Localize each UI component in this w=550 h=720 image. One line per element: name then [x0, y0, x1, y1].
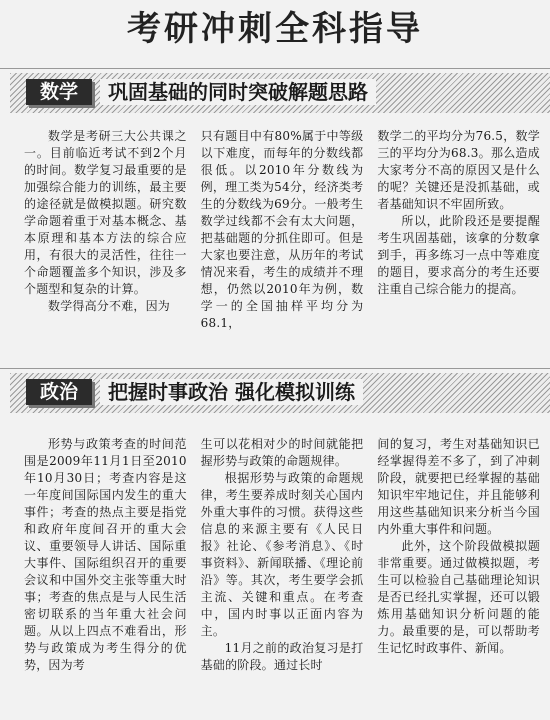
math-tag: 数学 [26, 79, 92, 105]
politics-column-2 [201, 436, 364, 716]
paragraph: 数学得高分不难，因为 [48, 299, 171, 313]
math-column-1 [24, 128, 187, 356]
paragraph: 数学是考研三大公共课之一。目前临近考试不到2个月的时间。数学复习最重要的是加强综合能力的训练，最主要的途径就是做模拟题。研究数学命题着重于对基本概念、基本原理和基本方法的综合应用，有很大的灵活性，往往一个命题覆盖多个知识，涉及多个题型和复杂的计算。 [24, 129, 187, 296]
politics-column-3 [377, 436, 540, 716]
paragraph: 只有题目中有80%属于中等级以下难度，而每年的分数线都很低。以2010年分数线为例，理工类为54分，经济类考生的分数线为69分。一般考生数学过线都不会有太大问题，把基础题的分抓住即可。但是大家也要注意，从历年的考试情况来看，考生的成绩并不理想，仍然以2010年为例，数学一的全国抽样平均分为68.1， [200, 129, 364, 330]
paragraph: 11月之前的政治复习是打基础的阶段。通过长时 [200, 641, 364, 672]
politics-tag: 政治 [26, 379, 92, 405]
politics-column-1 [24, 436, 187, 716]
math-section-header [0, 68, 550, 115]
paragraph: 形势与政策考查的时间范围是2009年11月1日至2010年10月30日；考查内容是这一年度间国际国内发生的重大事件；考查的热点主要是指党和政府年度间召开的重大会议、重要领导人讲话、国际重大事件、国际组织召开的重要会议和中国外交主张等重大时事；考查的焦点是与人民生活密切联系的当年重大社会问题。从以上四点不难看出，形势与政策成为考生得分的优势，因为考 [24, 437, 187, 672]
politics-article [24, 436, 540, 716]
paragraph: 此外，这个阶段做模拟题非常重要。通过做模拟题，考生可以检验自己基础理论知识是否已经扎实掌握，还可以锻炼用基础知识分析问题的能力。最重要的是，可以帮助考生记忆时政事件、新闻。 [377, 539, 541, 655]
math-heading: 巩固基础的同时突破解题思路 [100, 79, 376, 105]
politics-heading: 把握时事政治 强化模拟训练 [100, 379, 363, 405]
politics-section-header [0, 368, 550, 415]
paragraph: 间的复习，考生对基础知识已经掌握得差不多了，到了冲刺阶段，就要把已经掌握的基础知识牢牢地记住，并且能够利用这些基础知识来分析当今国内外重大事件和问题。 [377, 437, 541, 536]
paragraph: 根据形势与政策的命题规律，考生要养成时刻关心国内外重大事件的习惯。获得这些信息的来源主要有《人民日报》社论、《参考消息》、《时事资料》、新闻联播、《理论前沿》等。其次，考生要学会抓主流、关键和重点。在考查中，国内时事以正面内容为主。 [200, 471, 364, 638]
math-article [24, 128, 540, 356]
paragraph: 所以，此阶段还是要提醒考生巩固基础，该拿的分数拿到手，再多练习一点中等难度的题目，要求高分的考生还要注重自己综合能力的提高。 [377, 214, 541, 296]
paragraph: 生可以花相对少的时间就能把握形势与政策的命题规律。 [200, 437, 364, 468]
math-column-3 [377, 128, 540, 356]
page-title: 考研冲刺全科指导 [127, 9, 423, 49]
paragraph: 数学二的平均分为76.5，数学三的平均分为68.3。那么造成大家考分不高的原因又是什么的呢？关键还是没抓基础，或者基础知识不牢固所致。 [377, 129, 541, 211]
math-column-2 [201, 128, 364, 356]
